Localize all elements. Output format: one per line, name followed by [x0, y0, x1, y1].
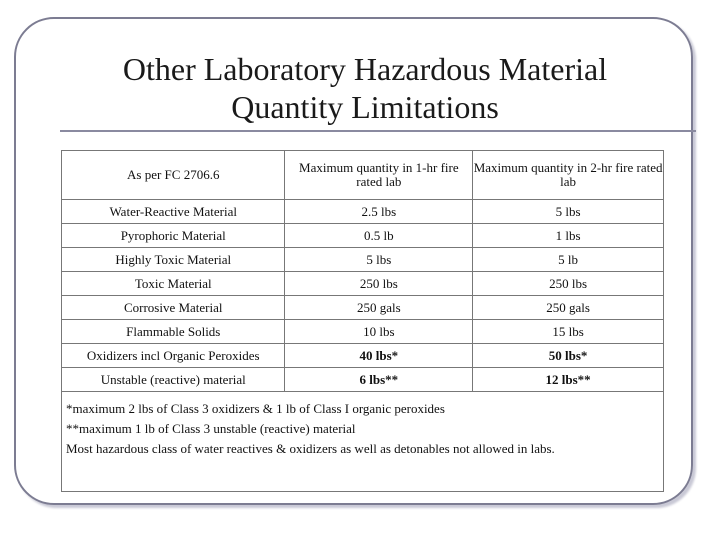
cell-material: Oxidizers incl Organic Peroxides: [62, 344, 285, 368]
table-header-row: [62, 151, 664, 200]
footnotes: [61, 390, 664, 492]
cell-1hr: 40 lbs*: [285, 344, 473, 368]
table-row: [62, 200, 664, 224]
cell-1hr: 6 lbs**: [285, 368, 473, 392]
table-row: [62, 224, 664, 248]
title-line-1: Other Laboratory Hazardous Material: [122, 51, 608, 87]
cell-material: Toxic Material: [62, 272, 285, 296]
title-divider: [60, 130, 696, 132]
cell-material: Unstable (reactive) material: [62, 368, 285, 392]
cell-2hr: 5 lb: [473, 248, 664, 272]
cell-1hr: 10 lbs: [285, 320, 473, 344]
cell-2hr: 250 gals: [473, 296, 664, 320]
cell-material: Pyrophoric Material: [62, 224, 285, 248]
table-row: [62, 320, 664, 344]
cell-2hr: 12 lbs**: [473, 368, 664, 392]
hazard-table: [61, 150, 664, 392]
cell-2hr: 50 lbs*: [473, 344, 664, 368]
table-row: [62, 248, 664, 272]
table-row: [62, 296, 664, 320]
cell-1hr: 5 lbs: [285, 248, 473, 272]
footnote-2: **maximum 1 lb of Class 3 unstable (reactive) material: [66, 421, 356, 436]
cell-2hr: 15 lbs: [473, 320, 664, 344]
header-1hr: Maximum quantity in 1-hr fire rated lab: [285, 151, 473, 200]
title-line-2: Quantity Limitations: [231, 89, 499, 125]
table-row: [62, 368, 664, 392]
cell-material: Highly Toxic Material: [62, 248, 285, 272]
footnote-1: *maximum 2 lbs of Class 3 oxidizers & 1 lb of Class I organic peroxides: [66, 401, 445, 416]
cell-2hr: 5 lbs: [473, 200, 664, 224]
cell-1hr: 0.5 lb: [285, 224, 473, 248]
cell-1hr: 250 gals: [285, 296, 473, 320]
header-material: As per FC 2706.6: [62, 151, 285, 200]
table-row: [62, 272, 664, 296]
cell-material: Flammable Solids: [62, 320, 285, 344]
cell-2hr: 250 lbs: [473, 272, 664, 296]
footnote-3: Most hazardous class of water reactives & oxidizers as well as detonables not allowed in labs.: [66, 441, 555, 456]
cell-1hr: 2.5 lbs: [285, 200, 473, 224]
cell-2hr: 1 lbs: [473, 224, 664, 248]
cell-material: Corrosive Material: [62, 296, 285, 320]
slide-title: [40, 50, 690, 126]
cell-material: Water-Reactive Material: [62, 200, 285, 224]
table-row: [62, 344, 664, 368]
header-2hr: Maximum quantity in 2-hr fire rated lab: [473, 151, 664, 200]
cell-1hr: 250 lbs: [285, 272, 473, 296]
